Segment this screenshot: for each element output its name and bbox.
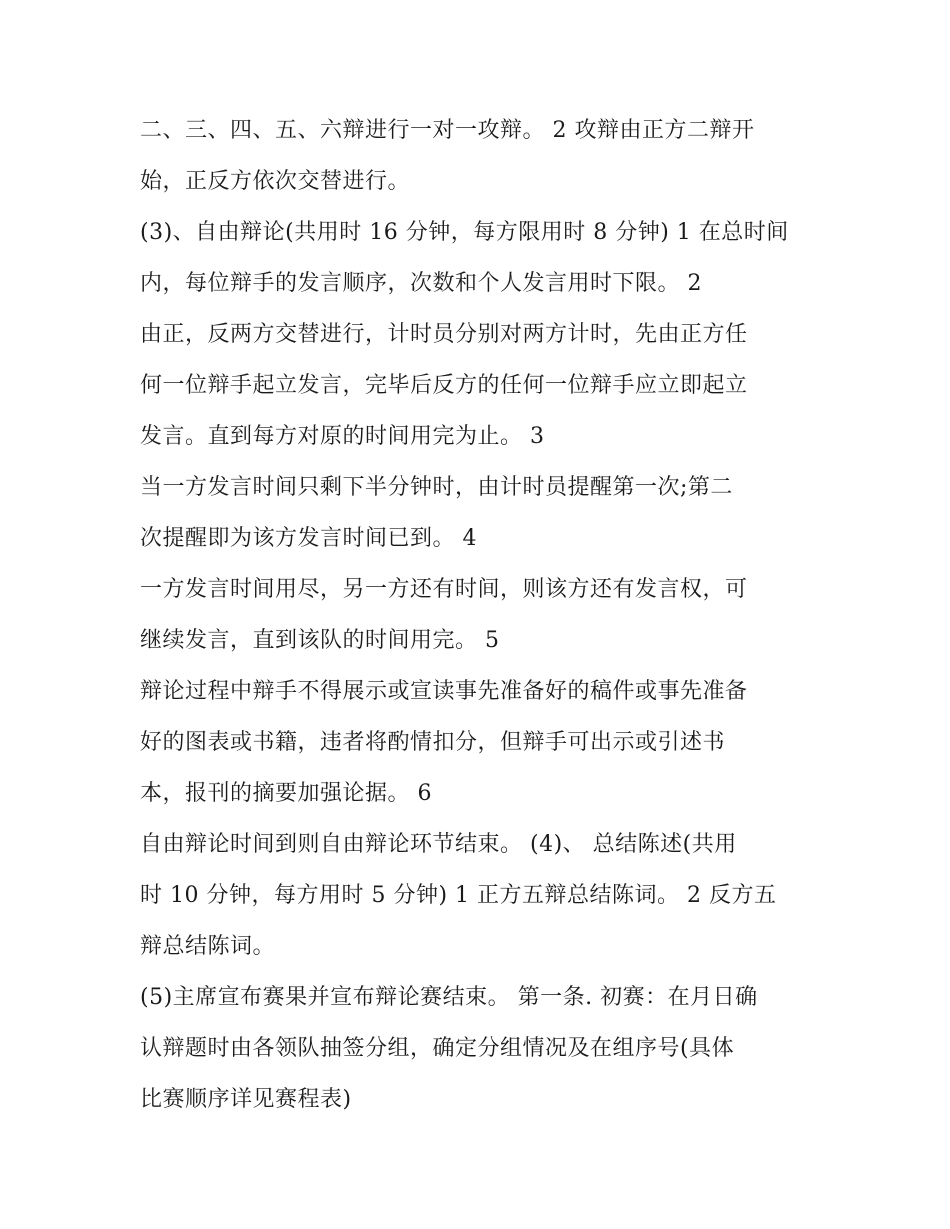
text-line: 自由辩论时间到则自由辩论环节结束。 (4)、 总结陈述(共用 [140, 832, 737, 857]
text-line: (5)主席宣布赛果并宣布辩论赛结束。 第一条. 初赛：在月日确 [140, 985, 758, 1010]
text-line: 继续发言，直到该队的时间用完。 5 [140, 628, 500, 653]
text-line: 何一位辩手起立发言，完毕后反方的任何一位辩手应立即起立 [140, 373, 748, 398]
text-line: 二、三、四、五、六辩进行一对一攻辩。 2 攻辩由正方二辩开 [140, 118, 755, 143]
text-line: 本，报刊的摘要加强论据。 6 [140, 781, 432, 806]
text-line: 由正，反两方交替进行，计时员分别对两方计时，先由正方任 [140, 322, 748, 347]
document-body [140, 105, 820, 1125]
text-line: 认辩题时由各领队抽签分组，确定分组情况及在组序号(具体 [140, 1036, 735, 1061]
text-line: 时 10 分钟，每方用时 5 分钟) 1 正方五辩总结陈词。 2 反方五 [140, 883, 777, 908]
text-line: 辩总结陈词。 [140, 934, 276, 959]
text-line: 当一方发言时间只剩下半分钟时，由计时员提醒第一次;第二 [140, 475, 733, 500]
text-line: 始，正反方依次交替进行。 [140, 169, 411, 194]
text-line: (3)、自由辩论(共用时 16 分钟，每方限用时 8 分钟) 1 在总时间 [140, 220, 789, 245]
text-line: 辩论过程中辩手不得展示或宣读事先准备好的稿件或事先准备 [140, 679, 748, 704]
text-line: 好的图表或书籍，违者将酌情扣分，但辩手可出示或引述书 [140, 730, 726, 755]
text-line: 次提醒即为该方发言时间已到。 4 [140, 526, 477, 551]
text-line: 内，每位辩手的发言顺序，次数和个人发言用时下限。 2 [140, 271, 702, 296]
text-line: 比赛顺序详见赛程表) [140, 1087, 352, 1112]
text-line: 一方发言时间用尽，另一方还有时间，则该方还有发言权，可 [140, 577, 748, 602]
text-line: 发言。直到每方对原的时间用完为止。 3 [140, 424, 545, 449]
